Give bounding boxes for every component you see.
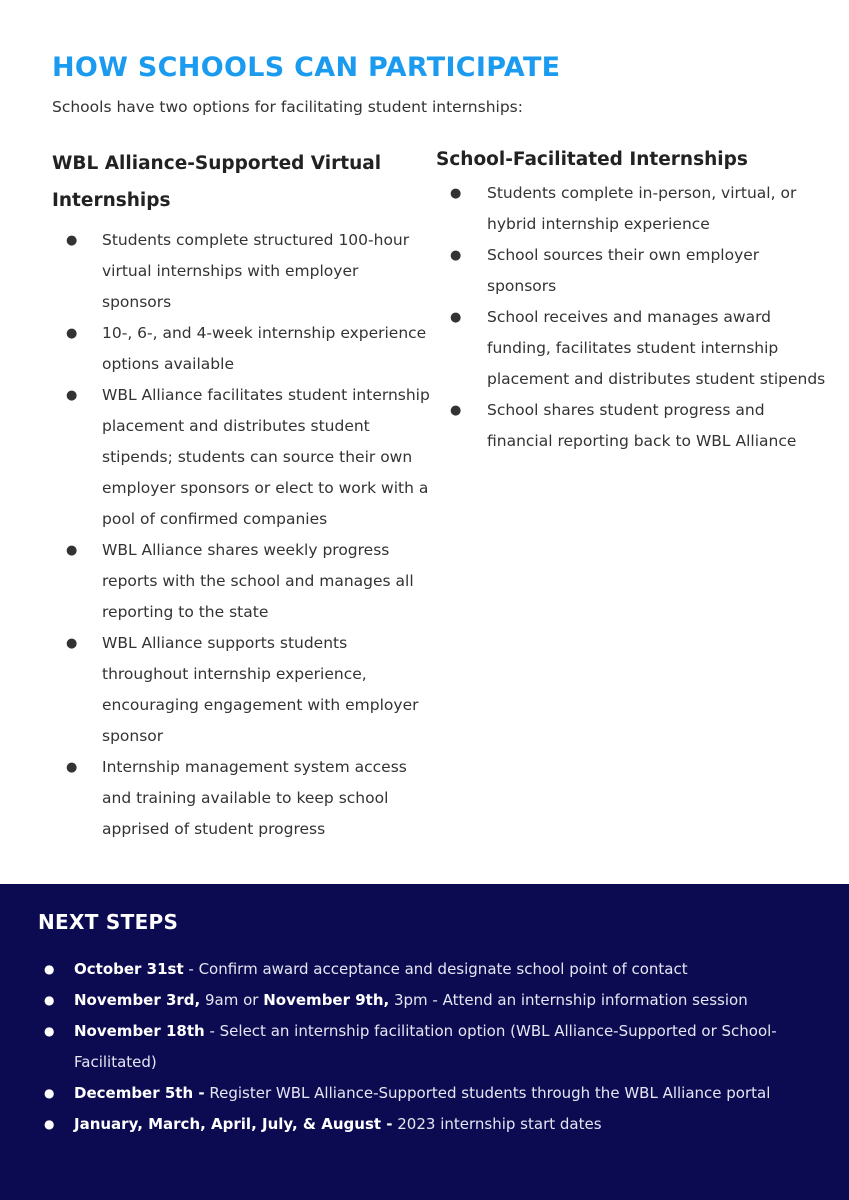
next-step-item	[38, 1078, 828, 1109]
list-item	[52, 225, 432, 318]
list-item-text: WBL Alliance shares weekly progress reports with the school and manages all reporting to the state	[102, 541, 414, 621]
bullet-icon: ●	[450, 310, 462, 325]
page-title: HOW SCHOOLS CAN PARTICIPATE	[52, 52, 561, 83]
school-facilitated-heading: School-Facilitated Internships	[436, 149, 748, 170]
step-date: November 18th	[74, 1022, 205, 1040]
list-item	[436, 302, 826, 395]
bullet-icon: ●	[450, 186, 462, 201]
list-item	[52, 752, 432, 845]
virtual-internships-column	[52, 145, 432, 845]
heading-line-2: Internships	[52, 190, 171, 211]
step-date: December 5th -	[74, 1084, 205, 1102]
list-item	[52, 380, 432, 535]
next-step-item	[38, 1109, 828, 1140]
list-item-text: WBL Alliance facilitates student internship placement and distributes student stipends; students can source their own employer sponsors or elect to work with a pool of confirmed companies	[102, 386, 430, 528]
page-subtitle: Schools have two options for facilitating student internships:	[52, 98, 523, 116]
step-date: January, March, April, July, & August -	[74, 1115, 393, 1133]
list-item-text: School shares student progress and financial reporting back to WBL Alliance	[487, 401, 797, 450]
bullet-icon: ●	[66, 388, 78, 403]
list-item-text: School sources their own employer sponsors	[487, 246, 760, 295]
list-item	[52, 535, 432, 628]
bullet-icon: ●	[44, 1024, 55, 1038]
virtual-internships-list	[52, 225, 432, 845]
list-item-text: School receives and manages award funding, facilitates student internship placement and distributes student stipends	[487, 308, 826, 388]
list-item-text: Students complete structured 100-hour virtual internships with employer sponsors	[102, 231, 410, 311]
bullet-icon: ●	[66, 326, 78, 341]
step-text: Register WBL Alliance-Supported students through the WBL Alliance portal	[204, 1084, 771, 1102]
step-text: 9am or	[200, 991, 264, 1009]
next-steps-section	[0, 884, 849, 1200]
step-date: November 3rd,	[74, 991, 201, 1009]
list-item	[436, 178, 826, 240]
bullet-icon: ●	[66, 636, 78, 651]
virtual-internships-heading	[52, 145, 432, 219]
bullet-icon: ●	[66, 543, 78, 558]
step-date: November 9th,	[263, 991, 390, 1009]
list-item-text: Students complete in-person, virtual, or hybrid internship experience	[487, 184, 797, 233]
bullet-icon: ●	[44, 1117, 55, 1131]
list-item-text: Internship management system access and training available to keep school apprised of student progress	[102, 758, 407, 838]
bullet-icon: ●	[44, 993, 55, 1007]
bullet-icon: ●	[66, 760, 78, 775]
list-item	[52, 628, 432, 752]
next-step-item	[38, 985, 828, 1016]
bullet-icon: ●	[450, 403, 462, 418]
list-item	[52, 318, 432, 380]
school-facilitated-column	[436, 143, 826, 457]
heading-line-1: WBL Alliance-Supported Virtual	[52, 153, 382, 174]
list-item	[436, 395, 826, 457]
bullet-icon: ●	[44, 962, 55, 976]
bullet-icon: ●	[66, 233, 78, 248]
step-text: 2023 internship start dates	[392, 1115, 602, 1133]
bullet-icon: ●	[450, 248, 462, 263]
next-steps-list	[38, 954, 828, 1140]
step-text: - Confirm award acceptance and designate school point of contact	[183, 960, 688, 978]
step-date: October 31st	[74, 960, 184, 978]
next-step-item	[38, 1016, 828, 1078]
list-item-text: 10-, 6-, and 4-week internship experience options available	[102, 324, 427, 373]
step-text: - Select an internship facilitation option (WBL Alliance-Supported or School-Facilitated)	[74, 1022, 777, 1071]
step-text: 3pm - Attend an internship information session	[389, 991, 748, 1009]
list-item-text: WBL Alliance supports students throughout internship experience, encouraging engagement with employer sponsor	[102, 634, 419, 745]
list-item	[436, 240, 826, 302]
school-facilitated-list	[436, 178, 826, 457]
next-steps-title: NEXT STEPS	[38, 910, 179, 934]
bullet-icon: ●	[44, 1086, 55, 1100]
next-step-item	[38, 954, 828, 985]
